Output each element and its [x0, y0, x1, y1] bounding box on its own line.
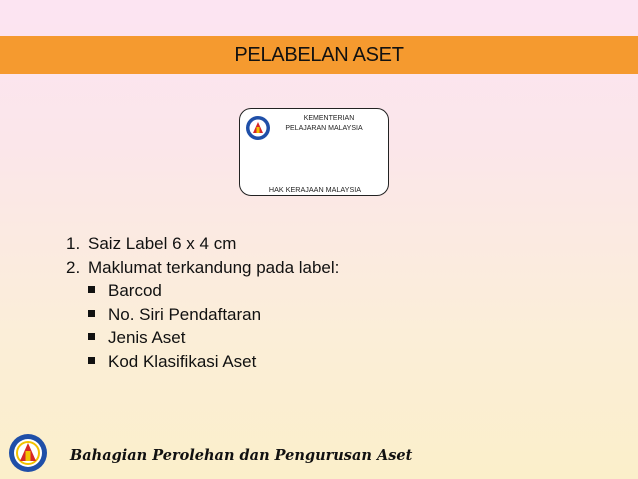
subpoint-text: Jenis Aset: [108, 328, 186, 347]
subpoint-text: Barcod: [108, 281, 162, 300]
point-number: 2.: [66, 257, 81, 277]
subpoint-item: [66, 279, 586, 303]
footer-department-name: Bahagian Perolehan dan Pengurusan Aset: [70, 447, 413, 464]
subpoint-text: No. Siri Pendaftaran: [108, 304, 262, 324]
subpoint-item: [66, 326, 586, 350]
point-text: Maklumat terkandung pada label:: [88, 257, 340, 277]
square-bullet-icon: [88, 286, 95, 293]
title-bar: [0, 36, 638, 74]
label-footer-line: HAK KERAJAAN MALAYSIA: [268, 185, 362, 194]
label-org-line1: KEMENTERIAN: [303, 115, 355, 122]
square-bullet-icon: [88, 357, 95, 364]
point-item: [66, 256, 586, 280]
point-text: Saiz Label 6 x 4 cm: [88, 234, 237, 253]
square-bullet-icon: [88, 310, 95, 317]
label-org-line2: PELAJARAN MALAYSIA: [285, 125, 363, 132]
subpoint-item: [66, 350, 586, 374]
asset-label-sample: [239, 108, 389, 196]
square-bullet-icon: [88, 333, 95, 340]
ministry-logo-icon: [8, 433, 48, 473]
subpoint-item: [66, 303, 586, 327]
slide-title: PELABELAN ASET: [234, 44, 404, 66]
point-number: 1.: [66, 234, 81, 253]
point-item: [66, 232, 586, 256]
content-list: [66, 232, 586, 373]
subpoint-text: Kod Klasifikasi Aset: [108, 351, 257, 371]
